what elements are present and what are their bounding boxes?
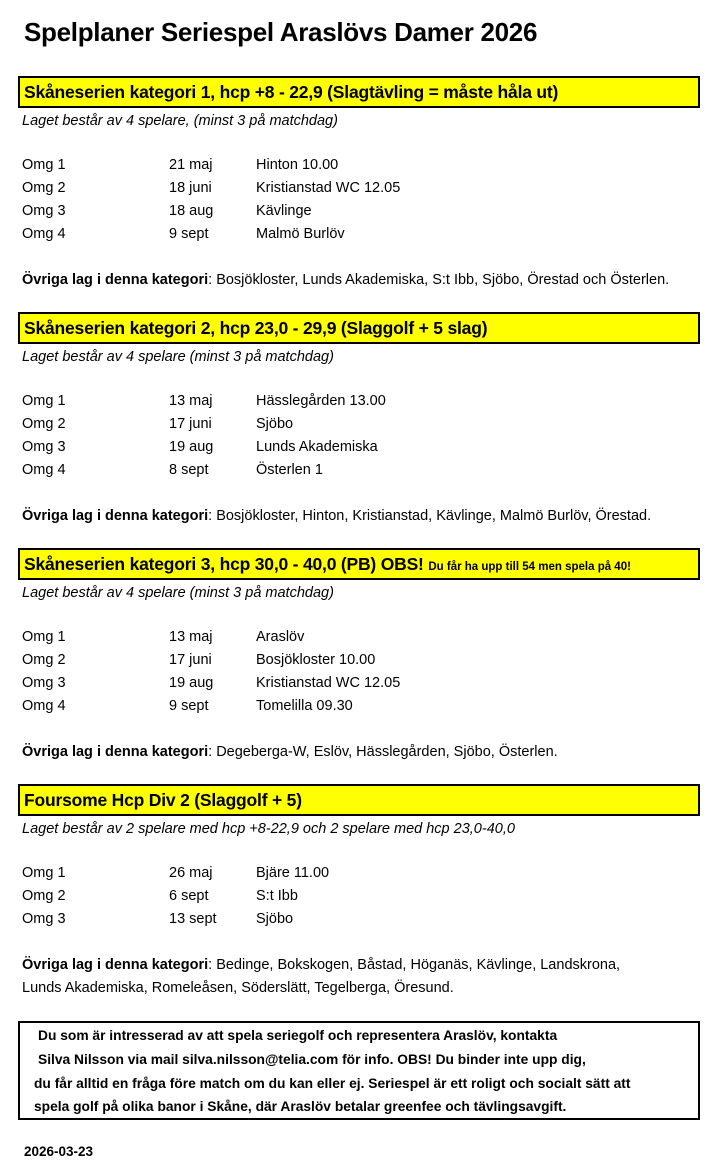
round-venue: Bosjökloster 10.00: [256, 652, 376, 668]
round-row: [22, 391, 700, 414]
round-venue: Kävlinge: [256, 203, 312, 219]
round-number: Omg 4: [22, 226, 66, 242]
category-heading: [18, 76, 700, 108]
other-teams-label: Övriga lag i denna kategori: [22, 272, 209, 288]
round-date: 18 juni: [169, 180, 212, 196]
other-teams-label: Övriga lag i denna kategori: [22, 957, 209, 973]
round-number: Omg 3: [22, 439, 66, 455]
round-venue: Tomelilla 09.30: [256, 698, 353, 714]
round-row: [22, 627, 700, 650]
round-venue: Österlen 1: [256, 462, 323, 478]
category-heading-text: Foursome Hcp Div 2 (Slaggolf + 5): [24, 790, 302, 810]
round-number: Omg 3: [22, 675, 66, 691]
round-date: 18 aug: [169, 203, 214, 219]
round-row: [22, 650, 700, 673]
round-list: [22, 155, 700, 247]
round-venue: Lunds Akademiska: [256, 439, 378, 455]
other-teams-list: : Bedinge, Bokskogen, Båstad, Höganäs, Kävlinge, Landskrona,: [208, 957, 621, 973]
round-venue: Malmö Burlöv: [256, 226, 345, 242]
category-heading-text: Skåneserien kategori 3, hcp 30,0 - 40,0 (PB) OBS!: [24, 554, 424, 574]
round-row: [22, 224, 700, 247]
round-venue: Araslöv: [256, 629, 305, 645]
round-row: [22, 201, 700, 224]
other-teams: [22, 741, 700, 764]
round-date: 9 sept: [169, 226, 209, 242]
category-section: [18, 312, 700, 528]
round-row: [22, 155, 700, 178]
other-teams: [22, 954, 700, 1000]
round-number: Omg 3: [22, 203, 66, 219]
round-number: Omg 1: [22, 629, 66, 645]
round-date: 19 aug: [169, 439, 214, 455]
round-list: [22, 627, 700, 719]
other-teams-list: : Bosjökloster, Hinton, Kristianstad, Kävlinge, Malmö Burlöv, Örestad.: [208, 508, 652, 524]
category-heading: [18, 548, 700, 580]
category-section: [18, 548, 700, 764]
round-date: 9 sept: [169, 698, 209, 714]
round-row: [22, 178, 700, 201]
round-row: [22, 673, 700, 696]
page-title: Spelplaner Seriespel Araslövs Damer 2026: [24, 17, 538, 47]
round-row: [22, 863, 700, 886]
round-number: Omg 3: [22, 911, 66, 927]
round-row: [22, 460, 700, 483]
round-number: Omg 2: [22, 652, 66, 668]
round-number: Omg 2: [22, 416, 66, 432]
round-date: 13 maj: [169, 629, 213, 645]
round-list: [22, 391, 700, 483]
other-teams-list: : Bosjökloster, Lunds Akademiska, S:t Ibb, Sjöbo, Örestad och Österlen.: [208, 272, 670, 288]
round-venue: Sjöbo: [256, 416, 294, 432]
round-date: 21 maj: [169, 157, 213, 173]
other-teams: [22, 505, 700, 528]
round-date: 8 sept: [169, 462, 209, 478]
other-teams-list: : Degeberga-W, Eslöv, Hässlegården, Sjöbo, Österlen.: [208, 744, 558, 760]
round-venue: Hinton 10.00: [256, 157, 339, 173]
category-heading-text: Skåneserien kategori 2, hcp 23,0 - 29,9 (Slaggolf + 5 slag): [24, 318, 488, 338]
info-line-4: spela golf på olika banor i Skåne, där Araslöv betalar greenfee och tävlingsavgift.: [34, 1099, 567, 1114]
other-teams: [22, 269, 700, 292]
round-row: [22, 437, 700, 460]
round-venue: Kristianstad WC 12.05: [256, 675, 401, 691]
round-number: Omg 1: [22, 393, 66, 409]
info-line-1: Du som är intresserad av att spela seriegolf och representera Araslöv, kontakta: [38, 1028, 558, 1043]
round-number: Omg 1: [22, 157, 66, 173]
round-row: [22, 886, 700, 909]
round-row: [22, 414, 700, 437]
round-date: 26 maj: [169, 865, 213, 881]
team-composition: Laget består av 2 spelare med hcp +8-22,9 och 2 spelare med hcp 23,0-40,0: [22, 821, 515, 837]
round-date: 17 juni: [169, 652, 212, 668]
round-number: Omg 4: [22, 698, 66, 714]
round-venue: S:t Ibb: [256, 888, 298, 904]
category-heading-note: Du får ha upp till 54 men spela på 40!: [428, 561, 631, 573]
round-date: 17 juni: [169, 416, 212, 432]
category-section: [18, 76, 700, 292]
team-composition: Laget består av 4 spelare, (minst 3 på matchdag): [22, 113, 338, 129]
round-venue: Kristianstad WC 12.05: [256, 180, 401, 196]
round-number: Omg 2: [22, 180, 66, 196]
category-section: [18, 784, 700, 1000]
round-number: Omg 2: [22, 888, 66, 904]
round-row: [22, 696, 700, 719]
other-teams-list-cont: Lunds Akademiska, Romeleåsen, Söderslätt, Tegelberga, Öresund.: [22, 980, 454, 996]
round-list: [22, 863, 700, 932]
other-teams-label: Övriga lag i denna kategori: [22, 508, 209, 524]
team-composition: Laget består av 4 spelare (minst 3 på matchdag): [22, 349, 334, 365]
category-heading: [18, 312, 700, 344]
footer-date: 2026-03-23: [24, 1144, 94, 1159]
round-date: 13 sept: [169, 911, 217, 927]
category-heading-text: Skåneserien kategori 1, hcp +8 - 22,9 (Slagtävling = måste håla ut): [24, 82, 559, 102]
team-composition: Laget består av 4 spelare (minst 3 på matchdag): [22, 585, 334, 601]
round-venue: Sjöbo: [256, 911, 294, 927]
round-date: 6 sept: [169, 888, 209, 904]
round-date: 13 maj: [169, 393, 213, 409]
round-number: Omg 1: [22, 865, 66, 881]
info-line-3: du får alltid en fråga före match om du kan eller ej. Seriespel är ett roligt och socialt sätt att: [34, 1076, 631, 1091]
round-number: Omg 4: [22, 462, 66, 478]
round-date: 19 aug: [169, 675, 214, 691]
round-venue: Hässlegården 13.00: [256, 393, 386, 409]
other-teams-label: Övriga lag i denna kategori: [22, 744, 209, 760]
contact-info-box: [18, 1021, 700, 1120]
info-line-2: Silva Nilsson via mail silva.nilsson@telia.com för info. OBS! Du binder inte upp dig,: [38, 1052, 586, 1067]
category-heading: [18, 784, 700, 816]
round-venue: Bjäre 11.00: [256, 865, 330, 881]
round-row: [22, 909, 700, 932]
